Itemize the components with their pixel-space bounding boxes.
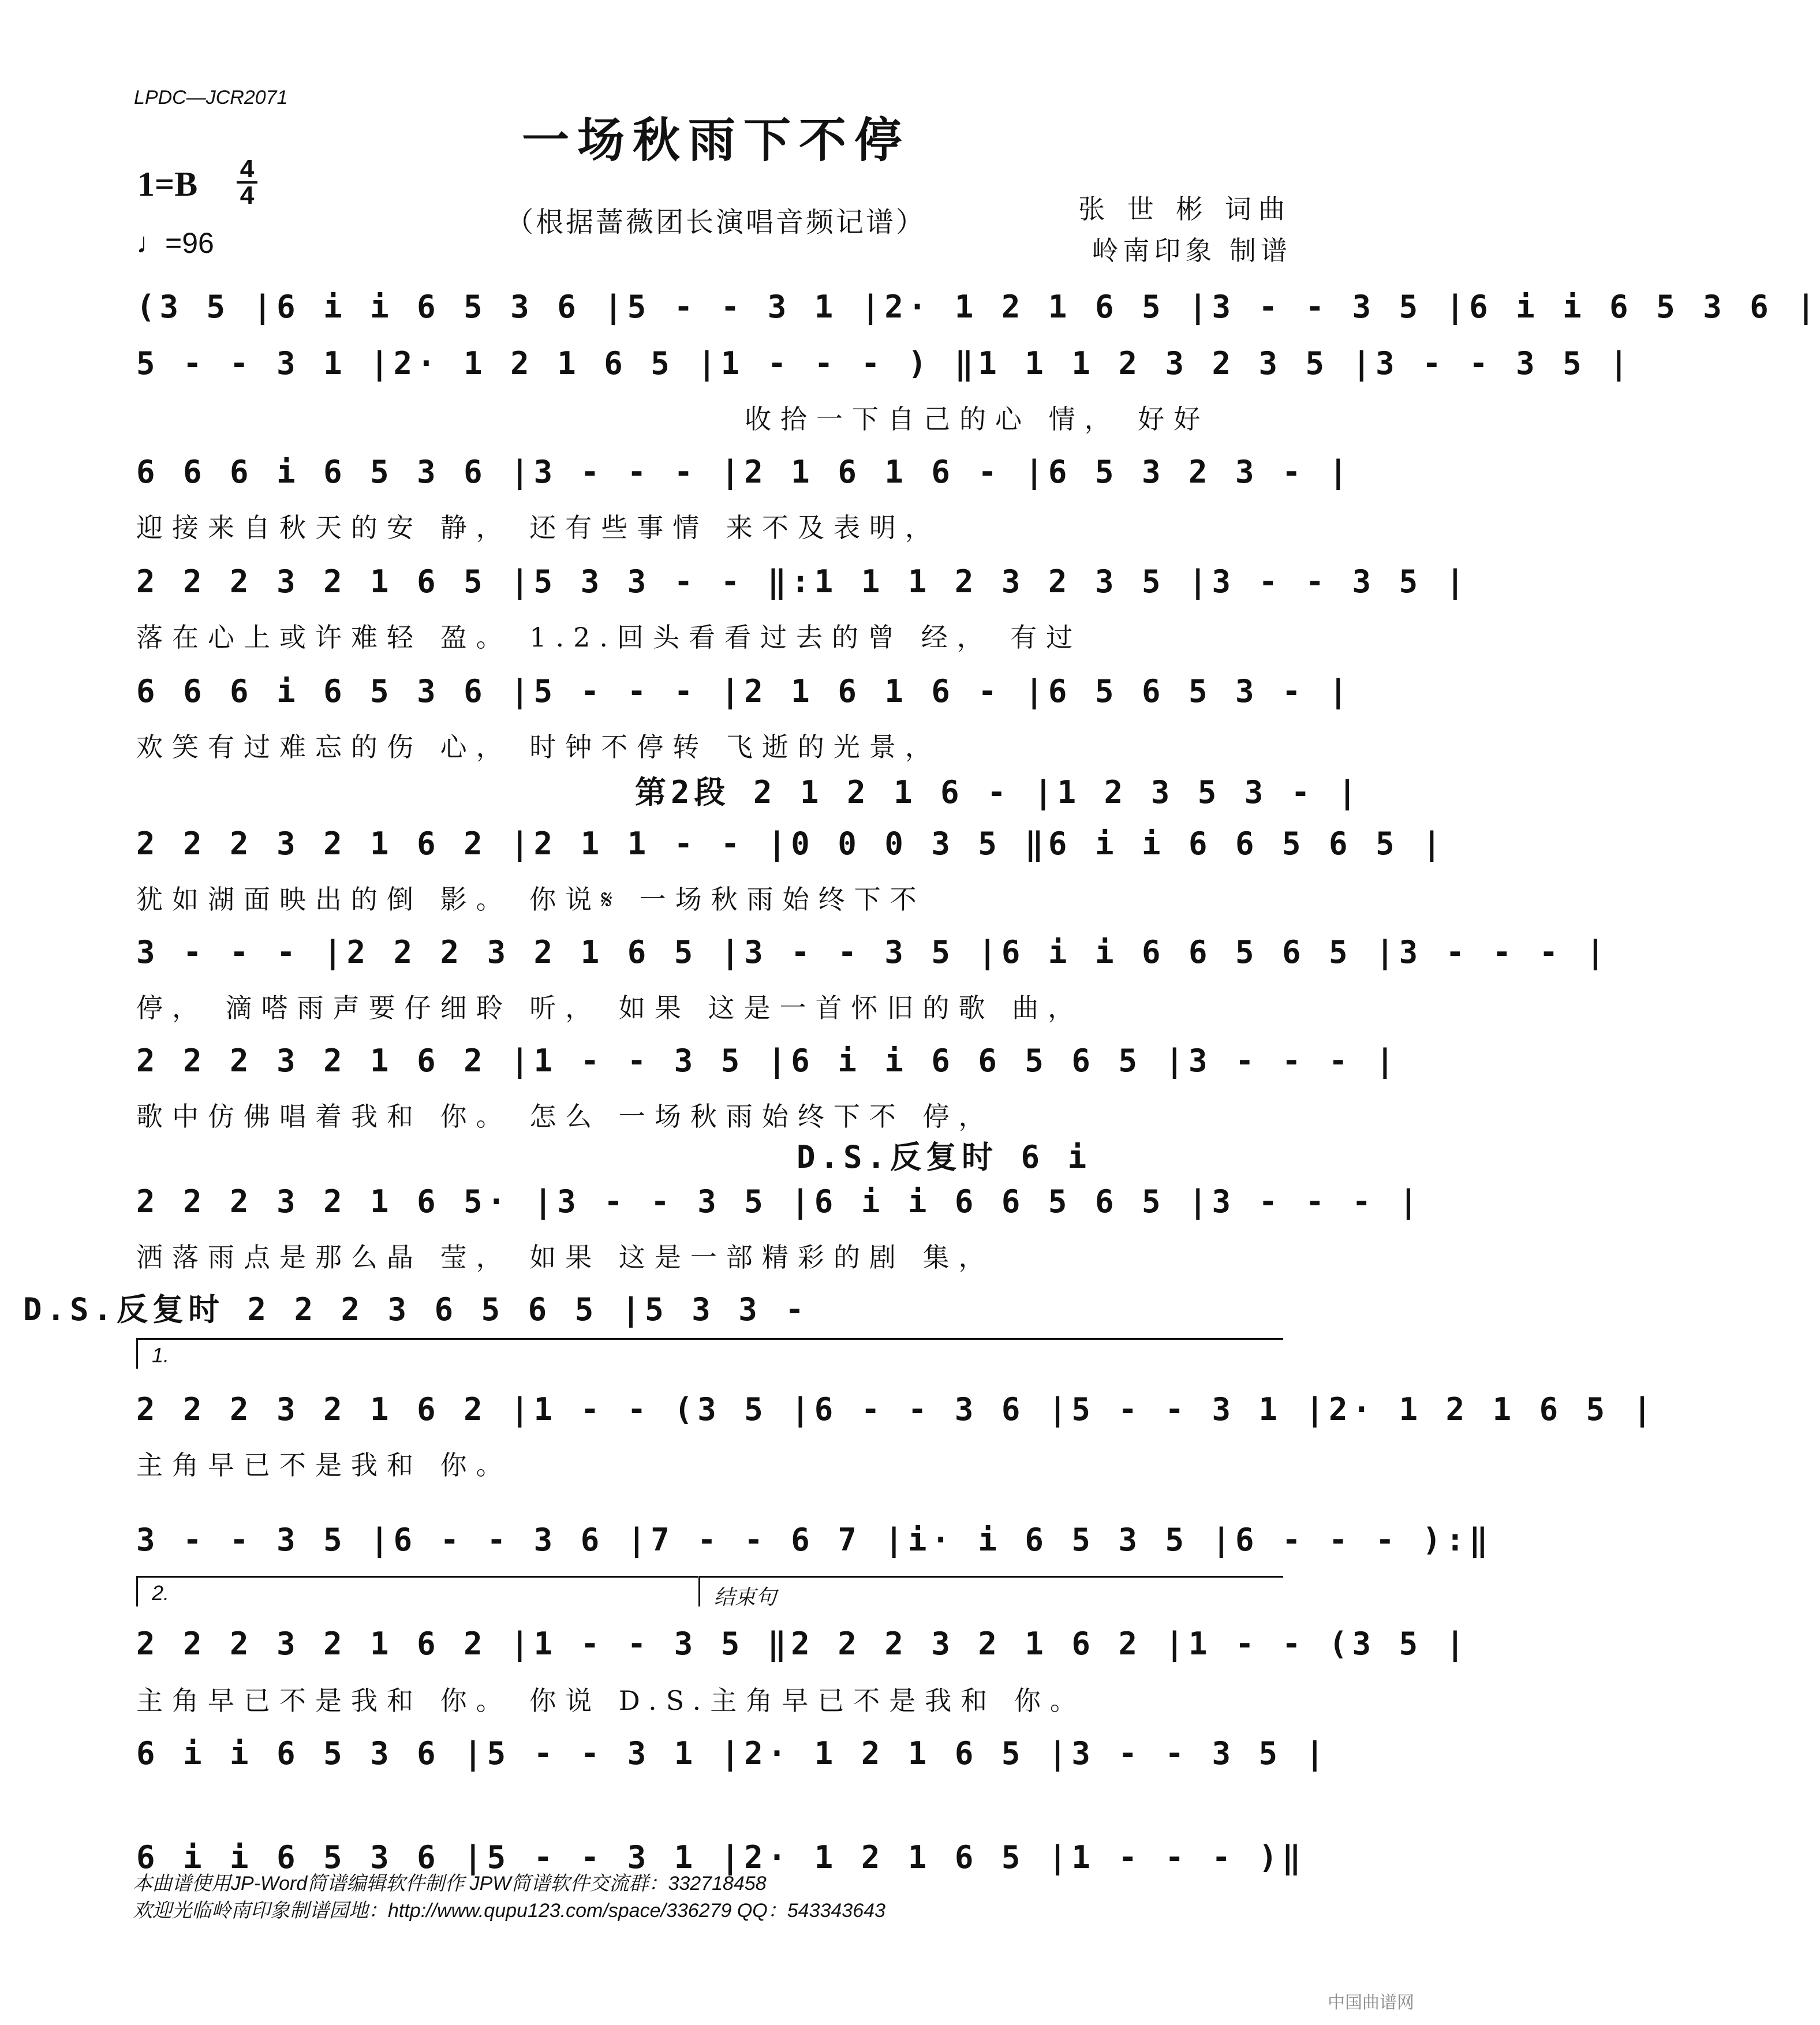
volta-label: 1.	[152, 1343, 170, 1367]
footer-line-1: 本曲谱使用JP-Word简谱编辑软件制作 JPW简谱软件交流群：332718458	[133, 1873, 767, 1895]
document-code: LPDC—JCR2071	[134, 87, 288, 109]
lyrics-line: 停， 滴嗒雨声要仔细聆 听， 如果 这是一首怀旧的歌 曲，	[136, 992, 1084, 1023]
time-signature-bottom: 4	[240, 181, 255, 210]
notation-line: 2 2 2 3 2 1 6 5 |5 3 3 - - ‖:1 1 1 2 3 2 3 5 |3 - - 3 5 |	[136, 563, 1470, 600]
volta-bracket	[698, 1576, 1283, 1609]
notation-line: 第2段 2 1 2 1 6 - |1 2 3 5 3 - |	[635, 774, 1362, 810]
notation-line: 6 6 6 i 6 5 3 6 |5 - - - |2 1 6 1 6 - |6 5 6 5 3 - |	[136, 673, 1352, 709]
key-signature: 1=B	[137, 165, 198, 203]
notation-line: 2 2 2 3 2 1 6 2 |2 1 1 - - |0 0 0 3 5 ‖6 i i 6 6 5 6 5 |	[136, 825, 1446, 862]
time-signature-top: 4	[240, 155, 255, 183]
notation-line: 5 - - 3 1 |2· 1 2 1 6 5 |1 - - - ) ‖1 1 1 2 3 2 3 5 |3 - - 3 5 |	[136, 345, 1633, 382]
notation-line: 2 2 2 3 2 1 6 2 |1 - - 3 5 |6 i i 6 6 5 6 5 |3 - - - |	[136, 1043, 1399, 1079]
lyrics-line: 欢笑有过难忘的伤 心， 时钟不停转 飞逝的光景，	[136, 731, 941, 763]
notation-line: 3 - - 3 5 |6 - - 3 6 |7 - - 6 7 |i· i 6 5 3 5 |6 - - - ):‖	[136, 1522, 1493, 1558]
lyrics-line: 主角早已不是我和 你。	[136, 1449, 512, 1481]
notation-line: 2 2 2 3 2 1 6 2 |1 - - (3 5 |6 - - 3 6 |5 - - 3 1 |2· 1 2 1 6 5 |	[136, 1391, 1657, 1428]
volta-bracket	[136, 1338, 1283, 1369]
lyrics-line: 主角早已不是我和 你。 你说 D.S.主角早已不是我和 你。	[136, 1685, 1086, 1716]
lyrics-line: 洒落雨点是那么晶 莹， 如果 这是一部精彩的剧 集，	[136, 1242, 995, 1273]
lyrics-line: 迎接来自秋天的安 静， 还有些事情 来不及表明，	[136, 512, 941, 543]
notation-line: (3 5 |6 i i 6 5 3 6 |5 - - 3 1 |2· 1 2 1 6 5 |3 - - 3 5 |6 i i 6 5 3 6 |	[136, 289, 1820, 325]
notation-line: 6 6 6 i 6 5 3 6 |3 - - - |2 1 6 1 6 - |6 5 3 2 3 - |	[136, 454, 1352, 490]
notation-line: 6 i i 6 5 3 6 |5 - - 3 1 |2· 1 2 1 6 5 |3 - - 3 5 |	[136, 1735, 1329, 1772]
lyrics-line: 犹如湖面映出的倒 影。 你说𝄋 一场秋雨始终下不	[136, 884, 926, 915]
notation-line: 3 - - - |2 2 2 3 2 1 6 5 |3 - - 3 5 |6 i i 6 6 5 6 5 |3 - - - |	[136, 934, 1610, 970]
song-title: 一场秋雨下不停	[521, 113, 910, 168]
lyrics-line: 落在心上或许难轻 盈。 1.2.回头看看过去的曾 经， 有过	[136, 622, 1082, 653]
volta-bracket	[136, 1576, 698, 1606]
lyrics-line: 歌中仿佛唱着我和 你。 怎么 一场秋雨始终下不 停，	[136, 1101, 995, 1132]
footer-line-2: 欢迎光临岭南印象制谱园地：http://www.qupu123.com/space/336279 QQ：543343643	[133, 1900, 885, 1922]
notation-line: 2 2 2 3 2 1 6 5· |3 - - 3 5 |6 i i 6 6 5 6 5 |3 - - - |	[136, 1183, 1423, 1220]
subtitle: （根据蔷薇团长演唱音频记谱）	[505, 206, 926, 238]
tempo-marking: ♩=96	[136, 227, 214, 259]
lyrics-line: 收拾一下自己的心 情， 好好	[745, 403, 1210, 435]
notation-line: D.S.反复时 6 i	[797, 1139, 1092, 1175]
notation-line: D.S.反复时 2 2 2 3 6 5 6 5 |5 3 3 -	[23, 1291, 809, 1328]
notation-line: 2 2 2 3 2 1 6 2 |1 - - 3 5 ‖2 2 2 3 2 1 6 2 |1 - - (3 5 |	[136, 1626, 1470, 1662]
watermark-logo: 中国曲谱网	[1328, 1993, 1414, 2012]
volta-label: 结束句	[714, 1585, 777, 1609]
volta-label: 2.	[152, 1581, 170, 1605]
notation-line: 6 i i 6 5 3 6 |5 - - 3 1 |2· 1 2 1 6 5 |1 - - - )‖	[136, 1839, 1306, 1875]
credit-transcriber: 岭南印象 制谱	[1092, 235, 1292, 266]
credit-lyrics-music: 张 世 彬 词曲	[1078, 193, 1292, 225]
